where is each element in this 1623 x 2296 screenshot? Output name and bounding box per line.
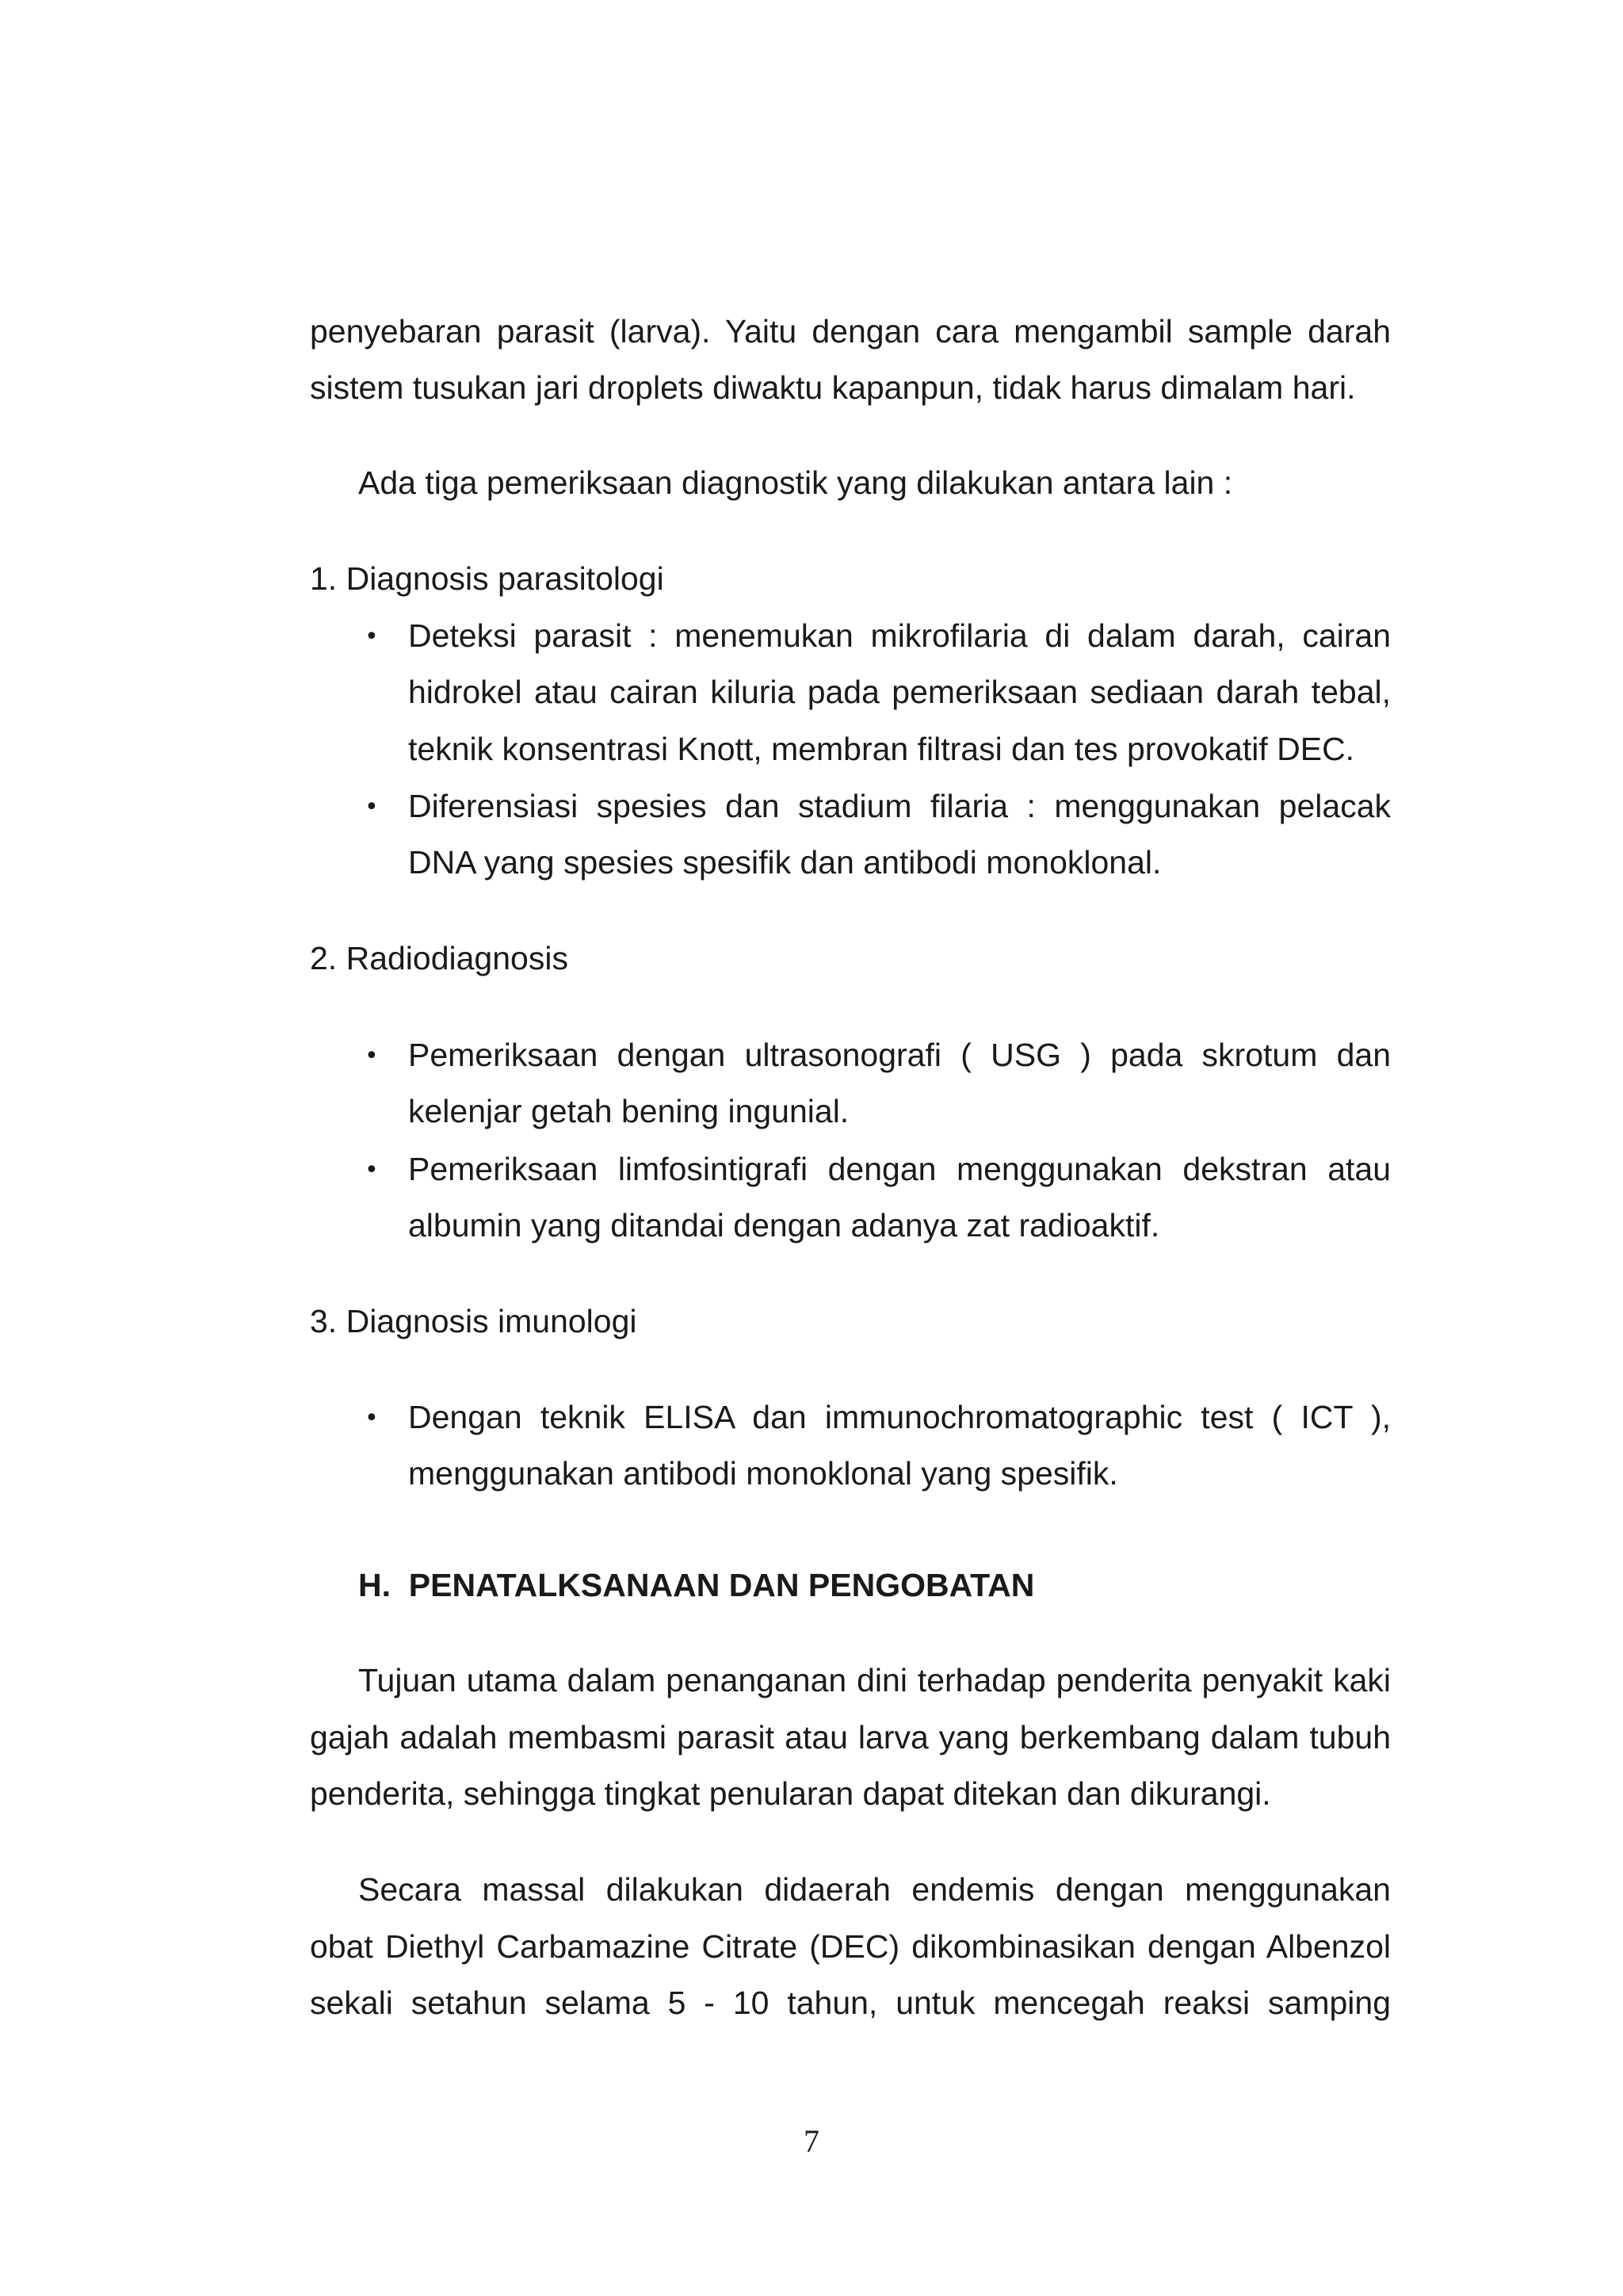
paragraph-line: penderita, sehingga tingkat penularan dapat ditekan dan dikurangi. [310,1775,1271,1812]
paragraph-line: sekali setahun selama 5 - 10 tahun, untuk mencegah reaksi samping [310,1985,1391,2021]
section-title-radiodiagnosis: 2. Radiodiagnosis [310,940,568,976]
section-title-imunologi: 3. Diagnosis imunologi [310,1303,637,1339]
paragraph-line: gajah adalah membasmi parasit atau larva yang berkembang dalam tubuh [310,1719,1391,1755]
bullet-line: DNA yang spesies spesifik dan antibodi monoklonal. [408,844,1162,881]
paragraph-line: Tujuan utama dalam penanganan dini terhadap penderita penyakit kaki [358,1662,1391,1698]
bullet-icon: • [365,793,379,821]
bullet-line: kelenjar getah bening ingunial. [408,1093,850,1129]
bullet-line: Diferensiasi spesies dan stadium filaria : menggunakan pelacak [408,788,1391,824]
paragraph-line: obat Diethyl Carbamazine Citrate (DEC) dikombinasikan dengan Albenzol [310,1928,1391,1965]
bullet-line: Pemeriksaan dengan ultrasonografi ( USG ) pada skrotum dan [408,1037,1391,1073]
section-title-parasitologi: 1. Diagnosis parasitologi [310,560,664,597]
bullet-line: teknik konsentrasi Knott, membran filtrasi dan tes provokatif DEC. [408,731,1355,767]
bullet-line: Dengan teknik ELISA dan immunochromatographic test ( ICT ), [408,1399,1391,1435]
bullet-line: hidrokel atau cairan kiluria pada pemeriksaan sediaan darah tebal, [408,674,1391,710]
page-number: 7 [804,2123,819,2159]
bullet-icon: • [365,623,379,651]
section-heading-h: H. PENATALKSANAAN DAN PENGOBATAN [358,1567,1035,1603]
bullet-icon: • [365,1042,379,1070]
bullet-icon: • [365,1404,379,1432]
paragraph-line: Secara massal dilakukan didaerah endemis dengan menggunakan [358,1871,1391,1908]
bullet-line: albumin yang ditandai dengan adanya zat radioaktif. [408,1207,1160,1244]
lead-sentence: Ada tiga pemeriksaan diagnostik yang dilakukan antara lain : [358,464,1233,501]
bullet-line: Pemeriksaan limfosintigrafi dengan menggunakan dekstran atau [408,1151,1391,1187]
bullet-icon: • [365,1156,379,1184]
paragraph-line: sistem tusukan jari droplets diwaktu kapanpun, tidak harus dimalam hari. [310,369,1356,406]
bullet-line: Deteksi parasit : menemukan mikrofilaria di dalam darah, cairan [408,617,1391,654]
bullet-line: menggunakan antibodi monoklonal yang spesifik. [408,1455,1118,1492]
paragraph-line: penyebaran parasit (larva). Yaitu dengan cara mengambil sample darah [310,313,1391,350]
